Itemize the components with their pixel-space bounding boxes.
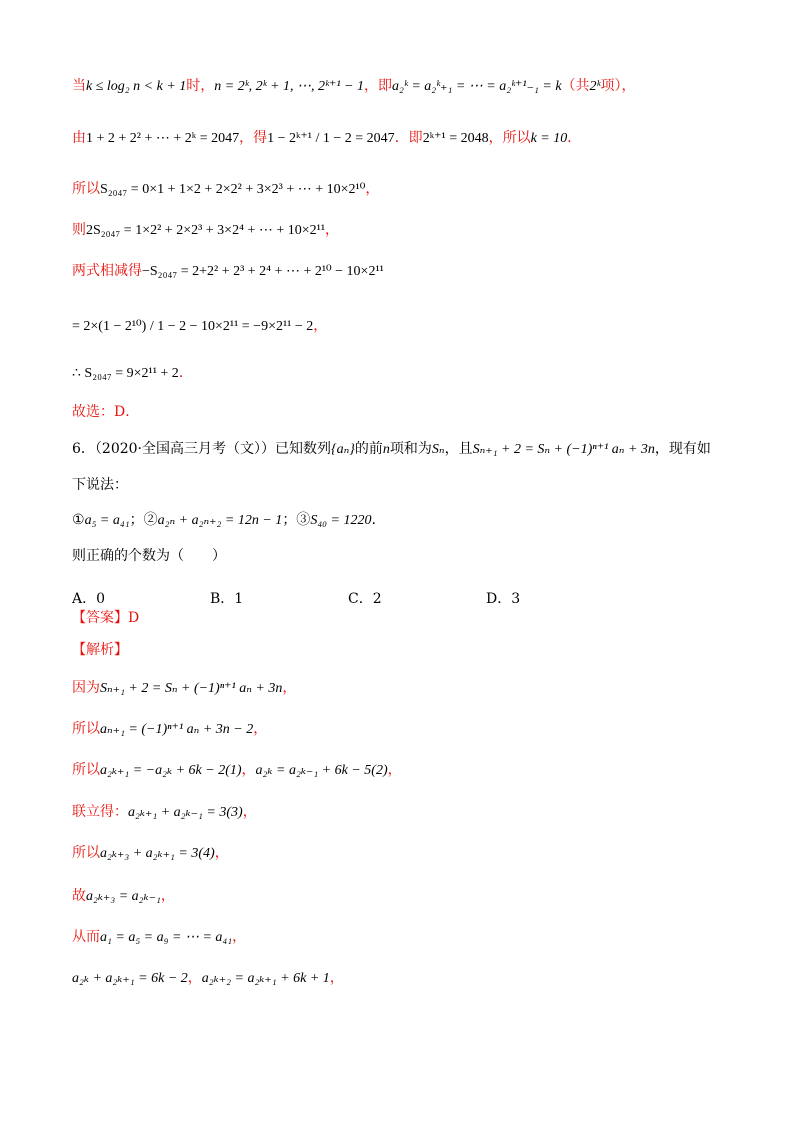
text-segment: ， <box>232 929 247 945</box>
math-expression: a₂ₖ₊₁ + a₂ₖ₋₁ = 3(3) <box>128 805 243 820</box>
text-segment: 从而 <box>72 929 100 945</box>
text-segment: ，现有如 <box>654 441 711 457</box>
text-segment: ；③ <box>282 512 311 528</box>
math-expression: Sₙ <box>431 442 445 457</box>
text-line-l3 <box>72 179 379 200</box>
math-expression: −S₂₀₄₇ = 2+2² + 2³ + 2⁴ + ⋯ + 2¹⁰ − 10×2¹¹ <box>142 264 384 279</box>
text-segment: 【解析】 <box>72 642 128 658</box>
text-segment: 所以 <box>72 845 100 861</box>
math-expression: a₂ₖ₊₂ = a₂ₖ₊₁ + 6k + 1 <box>201 971 330 986</box>
text-line-l19 <box>72 802 257 823</box>
text-segment: 【答案】D <box>72 610 140 626</box>
text-segment: ， <box>313 318 328 334</box>
text-segment: ． <box>178 365 193 381</box>
math-expression: aₙ₊₁ = (−1)ⁿ⁺¹ aₙ + 3n − 2 <box>100 722 254 737</box>
text-line-l16 <box>72 678 296 699</box>
text-line-l14 <box>72 608 139 628</box>
option-c[interactable]: C．2 <box>348 591 382 607</box>
text-line-l1 <box>72 76 635 97</box>
text-line-l10 <box>72 475 128 495</box>
text-segment: 由 <box>72 130 86 146</box>
text-segment: 所以 <box>72 762 100 778</box>
text-segment: ，即 <box>364 78 393 94</box>
math-expression: a₂ₖ = a₂ₖ₋₁ + 6k − 5(2) <box>255 763 388 778</box>
math-expression: Sₙ₊₁ + 2 = Sₙ + (−1)ⁿ⁺¹ aₙ + 3n <box>472 442 655 457</box>
text-segment: ；② <box>129 512 158 528</box>
text-line-l4 <box>72 220 339 241</box>
math-expression: Sₙ₊₁ + 2 = Sₙ + (−1)ⁿ⁺¹ aₙ + 3n <box>100 681 283 696</box>
text-segment: 所以 <box>72 721 100 737</box>
text-segment: ， <box>387 762 402 778</box>
text-segment: ， <box>187 970 202 986</box>
text-line-l9 <box>72 439 711 460</box>
text-segment: . <box>371 512 376 528</box>
text-segment: 项）， <box>600 78 636 94</box>
text-segment: ．即 <box>394 130 423 146</box>
math-expression: 2ᵏ <box>589 79 601 94</box>
text-segment: ， <box>253 721 268 737</box>
text-segment: 则正确的个数为（ ） <box>72 548 226 564</box>
text-segment: 当 <box>72 78 86 94</box>
text-line-l7 <box>72 363 193 384</box>
text-line-l12 <box>72 546 226 566</box>
text-segment: ，且 <box>444 441 473 457</box>
math-expression: {aₙ} <box>331 442 355 457</box>
text-segment: ，得 <box>239 130 268 146</box>
text-segment: ，所以 <box>488 130 531 146</box>
option-b[interactable]: B．1 <box>210 591 244 607</box>
math-expression: a₂ᵏ = a₂ᵏ₊₁ = ⋯ = a₂ᵏ⁺¹₋₁ = k <box>392 79 562 94</box>
math-expression: n <box>382 442 390 457</box>
text-segment: ， <box>241 762 256 778</box>
text-segment: 故 <box>72 888 86 904</box>
text-segment: ， <box>160 888 175 904</box>
text-segment: 所以 <box>72 181 100 197</box>
math-expression: 1 + 2 + 2² + ⋯ + 2ᵏ = 2047 <box>86 131 240 146</box>
text-segment: ， <box>325 222 340 238</box>
text-segment: ① <box>72 512 85 528</box>
text-segment: （共 <box>561 78 590 94</box>
text-segment: ， <box>242 804 257 820</box>
math-expression: a₂ₖ + a₂ₖ₊₁ = 6k − 2 <box>72 971 188 986</box>
text-line-l20 <box>72 843 229 864</box>
text-line-l22 <box>72 927 246 948</box>
text-line-l5 <box>72 261 384 282</box>
math-expression: a₂ₖ₊₃ + a₂ₖ₊₁ = 3(4) <box>100 846 215 861</box>
math-expression: a₂ₖ₊₃ = a₂ₖ₋₁ <box>86 889 161 904</box>
text-line-l21 <box>72 886 175 907</box>
text-segment: 时， <box>186 78 215 94</box>
math-expression: k = 10 <box>530 131 568 146</box>
math-expression: S₂₀₄₇ = 0×1 + 1×2 + 2×2² + 3×2³ + ⋯ + 10×2¹⁰ <box>100 182 366 197</box>
math-expression: a₂ₖ₊₁ = −a₂ₖ + 6k − 2(1) <box>100 763 242 778</box>
text-segment: ． <box>567 130 582 146</box>
text-line-l2 <box>72 128 581 149</box>
text-segment: 则 <box>72 222 86 238</box>
math-expression: a₁ = a₅ = a₉ = ⋯ = a₄₁ <box>100 930 233 945</box>
text-line-l15 <box>72 640 128 660</box>
text-segment: 两式相减得 <box>72 263 142 279</box>
option-a[interactable]: A．0 <box>72 591 106 607</box>
math-expression: 2S₂₀₄₇ = 1×2² + 2×2³ + 3×2⁴ + ⋯ + 10×2¹¹ <box>86 223 326 238</box>
text-segment: ， <box>282 680 297 696</box>
text-segment: 因为 <box>72 680 100 696</box>
text-line-l18 <box>72 760 402 781</box>
text-segment: ， <box>214 845 229 861</box>
math-expression: 1 − 2ᵏ⁺¹ / 1 − 2 = 2047 <box>267 131 395 146</box>
math-expression: S₄₀ = 1220 <box>310 513 372 528</box>
text-segment: 6．（2020·全国高三月考（文））已知数列 <box>72 441 331 457</box>
text-segment: ， <box>365 181 380 197</box>
text-line-l17 <box>72 719 267 740</box>
text-segment: 的前 <box>354 441 383 457</box>
text-line-l6 <box>72 316 327 337</box>
math-expression: k ≤ log₂ n < k + 1 <box>86 79 187 94</box>
text-line-l11 <box>72 510 376 531</box>
text-segment: 项和为 <box>389 441 432 457</box>
text-segment: 联立得： <box>72 804 128 820</box>
text-line-l23 <box>72 968 344 989</box>
math-expression: a₂ₙ + a₂ₙ₊₂ = 12n − 1 <box>157 513 283 528</box>
text-line-l8 <box>72 402 139 422</box>
math-expression: a₅ = a₄₁ <box>84 513 130 528</box>
math-expression: = 2×(1 − 2¹⁰) / 1 − 2 − 10×2¹¹ = −9×2¹¹ − 2 <box>72 319 314 334</box>
math-expression: 2ᵏ⁺¹ = 2048 <box>422 131 489 146</box>
text-segment: 故选：D． <box>72 404 140 420</box>
math-expression: ∴ S₂₀₄₇ = 9×2¹¹ + 2 <box>72 366 179 381</box>
text-segment: 下说法： <box>72 477 128 493</box>
option-d[interactable]: D．3 <box>486 591 521 607</box>
math-expression: n = 2ᵏ, 2ᵏ + 1, ⋯, 2ᵏ⁺¹ − 1 <box>214 79 365 94</box>
text-segment: ， <box>329 970 344 986</box>
